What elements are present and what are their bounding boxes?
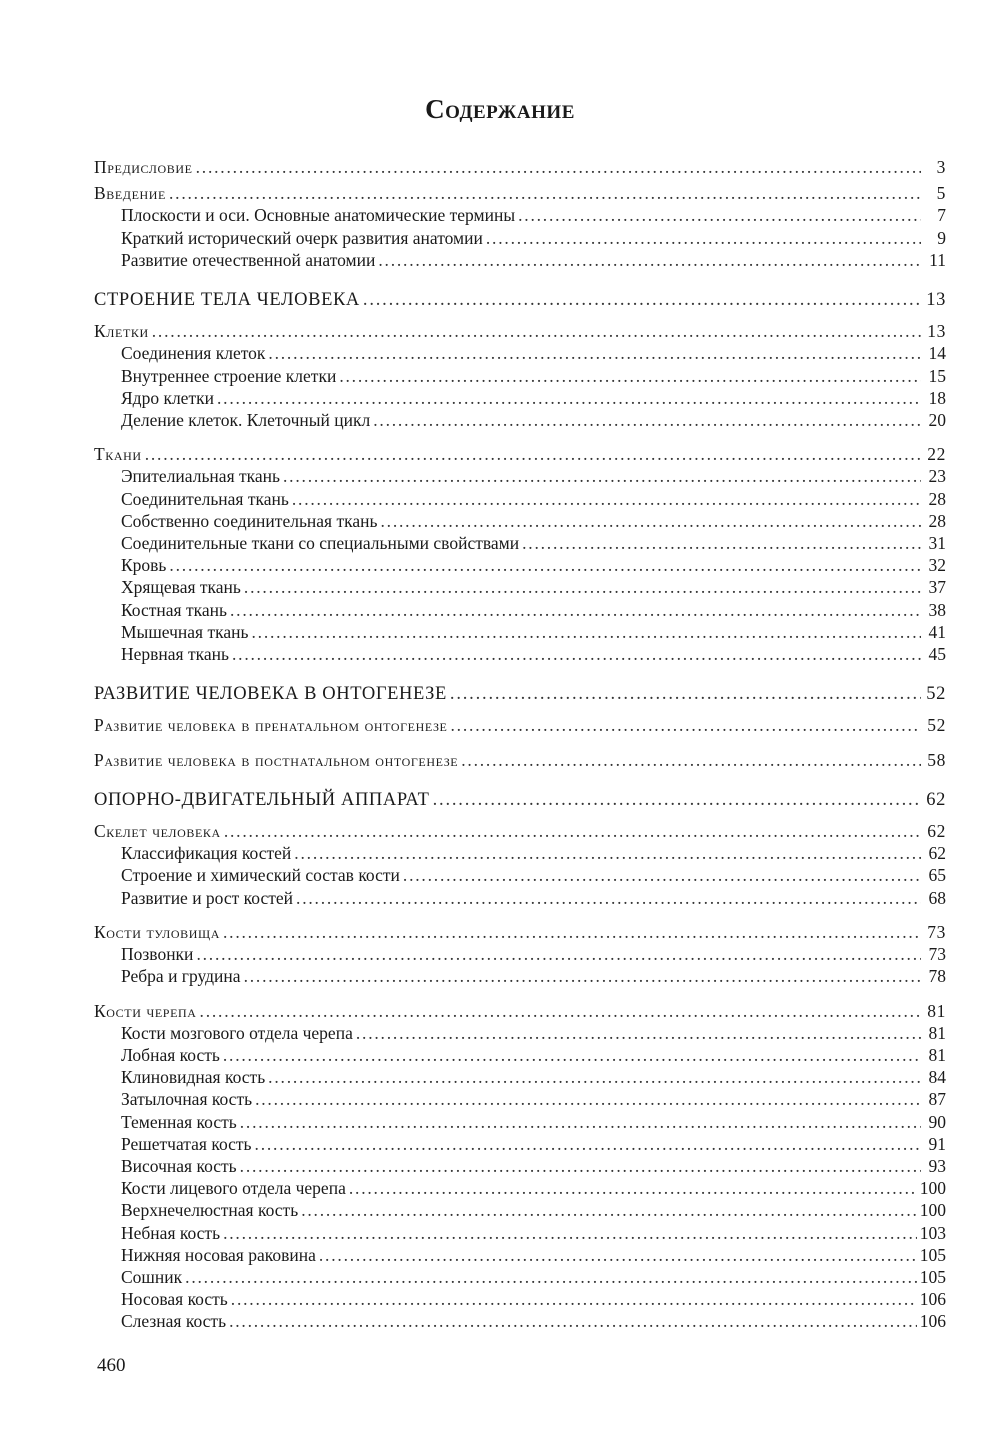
toc-entry[interactable] [94,1066,946,1088]
toc-entry-title: Плоскости и оси. Основные анатомические термины [121,205,516,226]
toc-entry[interactable] [94,864,946,886]
toc-leader [152,320,921,342]
toc-page-number: 87 [928,1089,946,1110]
toc-leader [522,532,921,554]
toc-entry[interactable] [94,320,946,342]
toc-page-number: 73 [928,944,946,965]
toc-leader [518,204,921,226]
toc-leader [223,921,921,943]
toc-entry-title: ОПОРНО-ДВИГАТЕЛЬНЫЙ АППАРАТ [94,789,430,810]
toc-leader [255,1133,921,1155]
toc-page-number: 62 [928,843,946,864]
toc-leader [363,289,921,311]
toc-page-number: 62 [926,789,946,810]
toc-entry-title: Клетки [94,321,149,342]
toc-page-number: 68 [928,887,946,908]
toc-leader [268,1066,921,1088]
toc-page-number: 78 [928,966,946,987]
toc-page-number: 105 [919,1244,946,1265]
toc-leader [294,842,921,864]
page-title: Содержание [425,94,575,124]
toc-page-number: 106 [919,1311,946,1332]
toc-leader [349,1177,917,1199]
toc-page-number: 23 [928,466,946,487]
toc-entry[interactable] [94,182,946,204]
toc-entry-title: Носовая кость [121,1289,228,1310]
toc-entry[interactable] [94,943,946,965]
toc-entry[interactable] [94,820,946,842]
toc-entry-title: Затылочная кость [121,1089,253,1110]
toc-leader [450,683,921,705]
toc-leader [373,409,921,431]
toc-part-heading[interactable] [94,789,946,811]
toc-page-number: 28 [928,488,946,509]
toc-leader [232,643,921,665]
toc-entry[interactable] [94,1177,946,1199]
toc-page-number: 81 [927,1000,946,1021]
toc-leader [217,387,921,409]
toc-entry-title: Введение [94,183,166,204]
toc-entry-title: Слезная кость [121,1311,227,1332]
toc-entry[interactable] [94,1244,946,1266]
toc-entry[interactable] [94,887,946,909]
toc-page-number: 84 [928,1067,946,1088]
toc-entry-title: Нижняя носовая раковина [121,1244,316,1265]
toc-leader [223,1222,917,1244]
toc-leader [223,1044,921,1066]
toc-leader [145,443,921,465]
toc-entry-title: Кости туловища [94,921,220,942]
toc-entry-title: Кости мозгового отдела черепа [121,1022,353,1043]
toc-leader [378,249,921,271]
toc-leader [169,554,921,576]
toc-entry-title: Соединительные ткани со специальными свойствами [121,533,520,554]
toc-entry-title: Сошник [121,1266,183,1287]
toc-page-number: 38 [928,599,946,620]
toc-entry-title: Соединения клеток [121,343,266,364]
toc-page-number: 22 [927,444,946,465]
toc-page-number: 81 [928,1044,946,1065]
table-of-contents [94,156,946,1333]
toc-leader [403,864,921,886]
toc-page-number: 28 [928,510,946,531]
toc-leader [244,576,921,598]
toc-page-number: 41 [928,621,946,642]
toc-entry[interactable] [94,1310,946,1332]
toc-entry-title: Небная кость [121,1222,221,1243]
toc-entry[interactable] [94,1133,946,1155]
toc-entry-title: Скелет человека [94,821,221,842]
toc-entry[interactable] [94,965,946,987]
toc-entry-title: Развитие человека в пренатальном онтогенезе [94,715,448,736]
toc-entry[interactable] [94,409,946,431]
toc-leader [196,156,921,178]
toc-entry[interactable] [94,1022,946,1044]
toc-entry-title: Кости черепа [94,1000,197,1021]
toc-page-number: 91 [928,1133,946,1154]
toc-page-number: 62 [927,821,946,842]
toc-page-number: 18 [928,387,946,408]
toc-entry[interactable] [94,249,946,271]
toc-page-number: 20 [928,410,946,431]
toc-entry-title: Классификация костей [121,843,292,864]
toc-entry[interactable] [94,621,946,643]
toc-entry[interactable] [94,1222,946,1244]
toc-entry-title: Соединительная ткань [121,488,289,509]
toc-leader [231,1288,917,1310]
toc-entry-title: Хрящевая ткань [121,577,241,598]
toc-entry-title: Теменная кость [121,1111,237,1132]
toc-entry[interactable] [94,1155,946,1177]
toc-page-number: 105 [919,1266,946,1287]
toc-page-number: 81 [928,1022,946,1043]
toc-entry[interactable] [94,204,946,226]
toc-entry-title: Собственно соединительная ткань [121,510,378,531]
toc-entry-title: Ядро клетки [121,387,214,408]
toc-leader [319,1244,917,1266]
toc-entry-title: Костная ткань [121,599,227,620]
toc-leader [461,749,921,771]
toc-page-number: 5 [936,183,946,204]
toc-page-number: 9 [937,227,946,248]
toc-entry-title: Мышечная ткань [121,621,249,642]
toc-page-number: 52 [926,684,946,705]
toc-entry[interactable] [94,488,946,510]
toc-page-number: 93 [928,1155,946,1176]
toc-entry[interactable] [94,156,946,178]
toc-entry[interactable] [94,576,946,598]
toc-leader [255,1088,921,1110]
toc-entry-title: Позвонки [121,944,194,965]
toc-entry-title: Эпителиальная ткань [121,466,280,487]
toc-entry-title: Височная кость [121,1155,237,1176]
toc-leader [230,599,921,621]
toc-leader [200,1000,921,1022]
toc-entry-title: Кровь [121,555,167,576]
toc-entry[interactable] [94,599,946,621]
toc-entry-title: Кости лицевого отдела черепа [121,1178,346,1199]
toc-entry[interactable] [94,465,946,487]
toc-leader [169,182,921,204]
toc-entry-title: Клиновидная кость [121,1067,266,1088]
toc-entry[interactable] [94,1000,946,1022]
toc-entry[interactable] [94,643,946,665]
toc-leader [240,1155,921,1177]
toc-entry-title: Деление клеток. Клеточный цикл [121,410,371,431]
toc-page-number: 58 [927,749,946,770]
toc-page-number: 52 [927,715,946,736]
toc-page-number: 37 [928,577,946,598]
toc-entry-title: Нервная ткань [121,644,229,665]
toc-leader [296,887,921,909]
toc-entry[interactable] [94,842,946,864]
toc-leader [451,714,922,736]
toc-page-number: 32 [928,555,946,576]
toc-entry-title: СТРОЕНИЕ ТЕЛА ЧЕЛОВЕКА [94,290,360,311]
toc-entry-title: Ткани [94,444,142,465]
toc-entry-title: Верхнечелюстная кость [121,1200,299,1221]
toc-entry[interactable] [94,1288,946,1310]
toc-page-number: 103 [919,1222,946,1243]
toc-page-number: 31 [928,533,946,554]
toc-entry-title: Строение и химический состав кости [121,865,400,886]
toc-leader [224,820,921,842]
toc-leader [229,1310,917,1332]
toc-leader [433,789,921,811]
toc-entry-title: Развитие отечественной анатомии [121,249,376,270]
toc-leader [486,227,921,249]
toc-leader [301,1199,917,1221]
toc-entry-title: Развитие и рост костей [121,887,294,908]
toc-page-number: 100 [919,1200,946,1221]
toc-entry[interactable] [94,554,946,576]
toc-leader [268,342,921,364]
toc-entry[interactable] [94,365,946,387]
toc-entry[interactable] [94,1044,946,1066]
toc-entry[interactable] [94,510,946,532]
toc-entry[interactable] [94,1266,946,1288]
toc-entry[interactable] [94,387,946,409]
toc-entry-title: Развитие человека в постнатальном онтогенезе [94,749,459,770]
toc-page-number: 7 [937,205,946,226]
toc-page-number: 11 [929,249,946,270]
toc-leader [380,510,921,532]
toc-page-number: 73 [927,921,946,942]
toc-entry[interactable] [94,921,946,943]
page-number: 460 [97,1355,126,1376]
toc-page-number: 90 [928,1111,946,1132]
toc-entry[interactable] [94,749,946,771]
toc-part-heading[interactable] [94,289,946,311]
toc-entry[interactable] [94,443,946,465]
toc-entry[interactable] [94,1088,946,1110]
toc-leader [339,365,921,387]
toc-entry[interactable] [94,1199,946,1221]
toc-entry[interactable] [94,532,946,554]
toc-entry[interactable] [94,227,946,249]
toc-leader [251,621,921,643]
toc-leader [196,943,921,965]
toc-entry-title: Лобная кость [121,1044,220,1065]
toc-page-number: 65 [928,865,946,886]
toc-leader [240,1111,921,1133]
toc-page-number: 100 [919,1178,946,1199]
toc-leader [356,1022,921,1044]
toc-entry[interactable] [94,714,946,736]
toc-leader [244,965,921,987]
toc-entry[interactable] [94,1111,946,1133]
toc-page-number: 15 [928,365,946,386]
toc-page-number: 106 [919,1289,946,1310]
toc-leader [283,465,921,487]
toc-part-heading[interactable] [94,683,946,705]
toc-entry-title: Решетчатая кость [121,1133,252,1154]
toc-entry-title: Предисловие [94,157,193,177]
toc-leader [185,1266,917,1288]
toc-page-number: 13 [927,321,946,342]
toc-page-number: 14 [928,343,946,364]
toc-entry-title: Внутреннее строение клетки [121,365,337,386]
toc-page-number: 3 [936,157,946,177]
toc-entry-title: Ребра и грудина [121,966,241,987]
toc-entry-title: Краткий исторический очерк развития анатомии [121,227,483,248]
toc-page-number: 13 [926,290,946,311]
toc-leader [292,488,921,510]
toc-entry[interactable] [94,342,946,364]
toc-page-number: 45 [928,644,946,665]
toc-entry-title: РАЗВИТИЕ ЧЕЛОВЕКА В ОНТОГЕНЕЗЕ [94,684,447,705]
